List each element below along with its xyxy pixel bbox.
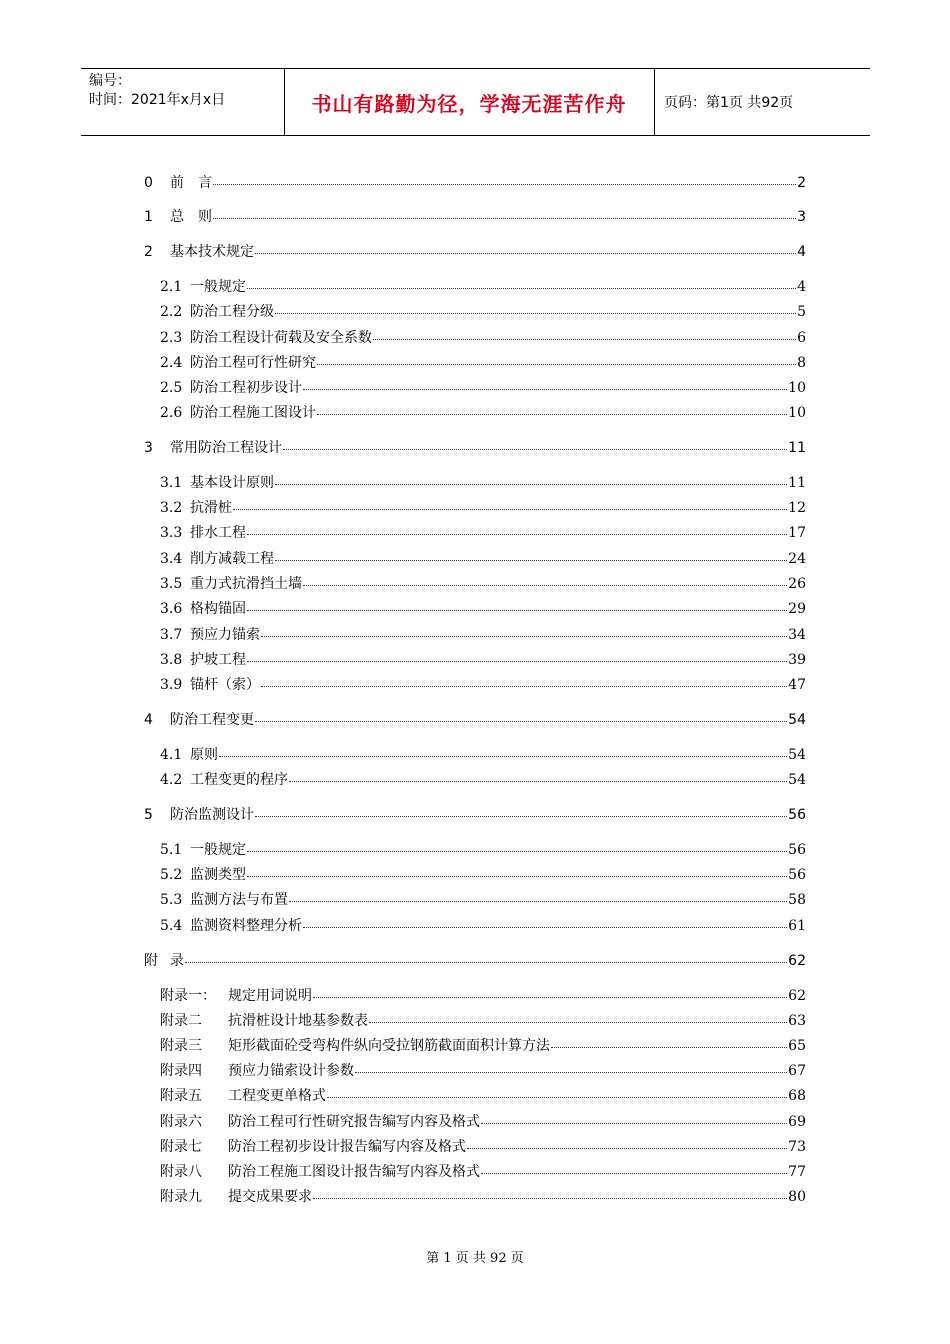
toc-entry-title: 监测资料整理分析 [190,918,302,934]
toc-entry-page: 69 [788,1114,806,1130]
toc-dot-leader [317,398,787,415]
toc-entry[interactable] [160,647,806,669]
toc-entry[interactable] [160,495,806,517]
toc-dot-leader [373,323,796,340]
toc-entry[interactable] [144,170,806,192]
toc-entry-title: 抗滑桩 [190,500,232,516]
toc-entry-page: 54 [788,747,806,763]
toc-entry-page: 11 [788,440,806,456]
toc-entry-number: 3.1 [160,475,183,491]
toc-entry-number: 2.6 [160,405,183,421]
toc-entry-title: 防治工程变更 [170,712,254,728]
header-motto: 书山有路勤为径，学海无涯苦作舟 [311,91,627,116]
toc-entry-page: 80 [788,1189,806,1205]
toc-entry-number: 3.7 [160,627,183,643]
toc-entry[interactable] [160,470,806,492]
toc-entry-number: 4.1 [160,747,183,763]
toc-entry-number: 附录三 [160,1038,202,1054]
toc-dot-leader [289,765,787,782]
toc-entry-number: 附录九 [160,1189,202,1205]
toc-entry-title: 重力式抗滑挡土墙 [190,576,302,592]
toc-entry-number: 2.3 [160,330,183,346]
toc-entry[interactable] [160,1159,806,1181]
toc-entry-page: 2 [797,175,806,191]
toc-dot-leader [467,1132,787,1149]
toc-entry[interactable] [144,204,806,226]
toc-entry-number: 2.1 [160,279,183,295]
toc-entry[interactable] [160,1033,806,1055]
toc-dot-leader [283,433,787,450]
toc-entry-title: 提交成果要求 [228,1189,312,1205]
toc-entry-title: 预应力锚索设计参数 [228,1063,354,1079]
toc-dot-leader [355,1056,787,1073]
toc-entry-page: 73 [788,1139,806,1155]
toc-entry-number: 附录一： [160,988,216,1004]
toc-entry-page: 56 [788,807,806,823]
toc-entry[interactable] [144,802,806,824]
toc-entry-number: 2 [144,244,153,260]
toc-entry-title: 锚杆（索） [190,677,260,693]
toc-entry-number: 附录五 [160,1088,202,1104]
toc-entry[interactable] [160,350,806,372]
toc-entry-title: 抗滑桩设计地基参数表 [228,1013,368,1029]
toc-entry-number: 3.6 [160,601,183,617]
toc-entry-page: 5 [797,304,806,320]
toc-entry-number: 附录四 [160,1063,202,1079]
toc-entry-number: 5 [144,807,153,823]
toc-entry[interactable] [160,767,806,789]
toc-entry[interactable] [160,400,806,422]
toc-entry-page: 10 [788,405,806,421]
toc-entry[interactable] [160,325,806,347]
toc-entry[interactable] [160,274,806,296]
toc-dot-leader [481,1107,787,1124]
toc-entry-page: 54 [788,772,806,788]
toc-dot-leader [247,594,787,611]
toc-entry[interactable] [160,887,806,909]
toc-entry-title: 监测方法与布置 [190,892,288,908]
toc-dot-leader [275,297,796,314]
toc-entry[interactable] [160,571,806,593]
toc-entry[interactable] [160,622,806,644]
toc-entry-page: 26 [788,576,806,592]
toc-dot-leader [303,373,787,390]
toc-entry-title: 格构锚固 [190,601,246,617]
document-number-label: 编号： [89,73,131,89]
toc-entry-title: 录 [170,953,184,969]
toc-dot-leader [369,1006,787,1023]
toc-entry-title: 防治监测设计 [170,807,254,823]
toc-dot-leader [213,168,796,185]
toc-dot-leader [261,670,787,687]
toc-entry-number: 3.8 [160,652,183,668]
toc-entry-title: 总 则 [170,209,212,225]
toc-entry[interactable] [160,1109,806,1131]
toc-dot-leader [303,911,787,928]
toc-entry-title: 防治工程初步设计报告编写内容及格式 [228,1139,466,1155]
toc-entry[interactable] [144,239,806,261]
toc-entry-number: 附录二 [160,1013,202,1029]
toc-entry-page: 4 [797,279,806,295]
toc-entry-page: 67 [788,1063,806,1079]
toc-entry-page: 24 [788,551,806,567]
toc-dot-leader [317,348,796,365]
toc-dot-leader [275,544,787,561]
toc-entry-page: 54 [788,712,806,728]
toc-entry-number: 5.4 [160,918,183,934]
header-page-info: 页码：第1页 共92页 [664,95,794,111]
toc-entry[interactable] [160,913,806,935]
toc-entry-title: 一般规定 [190,279,246,295]
toc-entry-number: 3.2 [160,500,183,516]
toc-entry-page: 68 [788,1088,806,1104]
toc-entry-page: 56 [788,842,806,858]
toc-entry-number: 3 [144,440,153,456]
toc-entry-title: 防治工程设计荷载及安全系数 [190,330,372,346]
document-time-label: 时间：2021年x月x日 [89,92,226,108]
toc-dot-leader [247,860,787,877]
toc-dot-leader [255,237,796,254]
toc-dot-leader [247,645,787,662]
toc-entry[interactable] [160,1184,806,1206]
toc-dot-leader [247,835,787,852]
toc-entry-title: 一般规定 [190,842,246,858]
toc-dot-leader [327,1081,787,1098]
toc-dot-leader [261,620,787,637]
toc-entry-title: 防治工程施工图设计报告编写内容及格式 [228,1164,480,1180]
toc-entry-number: 附 [144,953,158,969]
toc-entry-page: 34 [788,627,806,643]
toc-dot-leader [275,468,787,485]
toc-entry[interactable] [160,837,806,859]
toc-entry-number: 附录七 [160,1139,202,1155]
toc-dot-leader [219,740,787,757]
toc-entry[interactable] [160,1008,806,1030]
toc-entry-page: 61 [788,918,806,934]
toc-entry-title: 防治工程可行性研究 [190,355,316,371]
toc-entry-title: 规定用词说明 [228,988,312,1004]
toc-entry[interactable] [160,520,806,542]
toc-dot-leader [289,885,787,902]
toc-entry[interactable] [160,862,806,884]
toc-dot-leader [247,518,787,535]
toc-entry-title: 削方减载工程 [190,551,274,567]
toc-entry-number: 5.3 [160,892,183,908]
toc-entry-number: 3.4 [160,551,183,567]
toc-entry-number: 2.5 [160,380,183,396]
header-divider-right [654,69,655,135]
toc-entry[interactable] [144,948,806,970]
toc-entry-title: 防治工程分级 [190,304,274,320]
toc-dot-leader [185,946,787,963]
toc-entry[interactable] [160,1134,806,1156]
toc-entry[interactable] [160,742,806,764]
toc-dot-leader [255,705,787,722]
toc-entry-page: 47 [788,677,806,693]
toc-entry-page: 39 [788,652,806,668]
toc-entry[interactable] [160,672,806,694]
toc-entry-number: 4 [144,712,153,728]
toc-entry[interactable] [160,983,806,1005]
toc-dot-leader [313,1182,787,1199]
toc-entry-number: 2.4 [160,355,183,371]
toc-entry-number: 5.1 [160,842,183,858]
toc-entry-title: 原则 [190,747,218,763]
toc-entry-number: 4.2 [160,772,183,788]
toc-entry-title: 基本设计原则 [190,475,274,491]
toc-entry-number: 附录八 [160,1164,202,1180]
toc-entry-title: 预应力锚索 [190,627,260,643]
toc-dot-leader [313,981,787,998]
toc-entry-number: 附录六 [160,1114,202,1130]
toc-entry[interactable] [160,299,806,321]
toc-entry-page: 56 [788,867,806,883]
toc-entry-title: 监测类型 [190,867,246,883]
toc-entry-page: 65 [788,1038,806,1054]
toc-entry-title: 工程变更单格式 [228,1088,326,1104]
toc-entry-page: 10 [788,380,806,396]
toc-entry-number: 3.9 [160,677,183,693]
toc-entry[interactable] [160,596,806,618]
toc-entry-title: 矩形截面砼受弯构件纵向受拉钢筋截面面积计算方法 [228,1038,550,1054]
page-footer: 第 1 页 共 92 页 [426,1251,524,1266]
page-header [81,68,870,136]
toc-entry-number: 2.2 [160,304,183,320]
toc-entry-page: 3 [797,209,806,225]
toc-entry[interactable] [144,435,806,457]
toc-entry-title: 基本技术规定 [170,244,254,260]
toc-entry-page: 58 [788,892,806,908]
toc-entry-title: 前 言 [170,175,212,191]
toc-entry-page: 77 [788,1164,806,1180]
toc-entry[interactable] [144,707,806,729]
toc-entry-title: 常用防治工程设计 [170,440,282,456]
toc-entry-number: 5.2 [160,867,183,883]
toc-entry-title: 防治工程施工图设计 [190,405,316,421]
toc-entry-page: 63 [788,1013,806,1029]
toc-entry-page: 17 [788,525,806,541]
toc-entry-page: 62 [788,988,806,1004]
toc-entry[interactable] [160,1083,806,1105]
toc-dot-leader [213,202,796,219]
toc-entry-number: 3.5 [160,576,183,592]
toc-entry-page: 6 [797,330,806,346]
toc-dot-leader [481,1157,787,1174]
toc-entry[interactable] [160,1058,806,1080]
toc-entry[interactable] [160,546,806,568]
toc-dot-leader [303,569,787,586]
toc-entry-page: 8 [797,355,806,371]
toc-entry-page: 4 [797,244,806,260]
toc-entry-title: 护坡工程 [190,652,246,668]
toc-entry-number: 0 [144,175,153,191]
toc-entry-page: 29 [788,601,806,617]
toc-entry-title: 防治工程可行性研究报告编写内容及格式 [228,1114,480,1130]
toc-entry-number: 1 [144,209,153,225]
toc-entry-page: 12 [788,500,806,516]
toc-entry[interactable] [160,375,806,397]
toc-dot-leader [233,493,787,510]
toc-entry-page: 11 [788,475,806,491]
toc-dot-leader [551,1031,787,1048]
header-meta [89,72,225,110]
toc-entry-title: 排水工程 [190,525,246,541]
toc-entry-number: 3.3 [160,525,183,541]
toc-entry-title: 工程变更的程序 [190,772,288,788]
toc-dot-leader [255,800,787,817]
toc-dot-leader [247,272,796,289]
toc-entry-title: 防治工程初步设计 [190,380,302,396]
toc-entry-page: 62 [788,953,806,969]
